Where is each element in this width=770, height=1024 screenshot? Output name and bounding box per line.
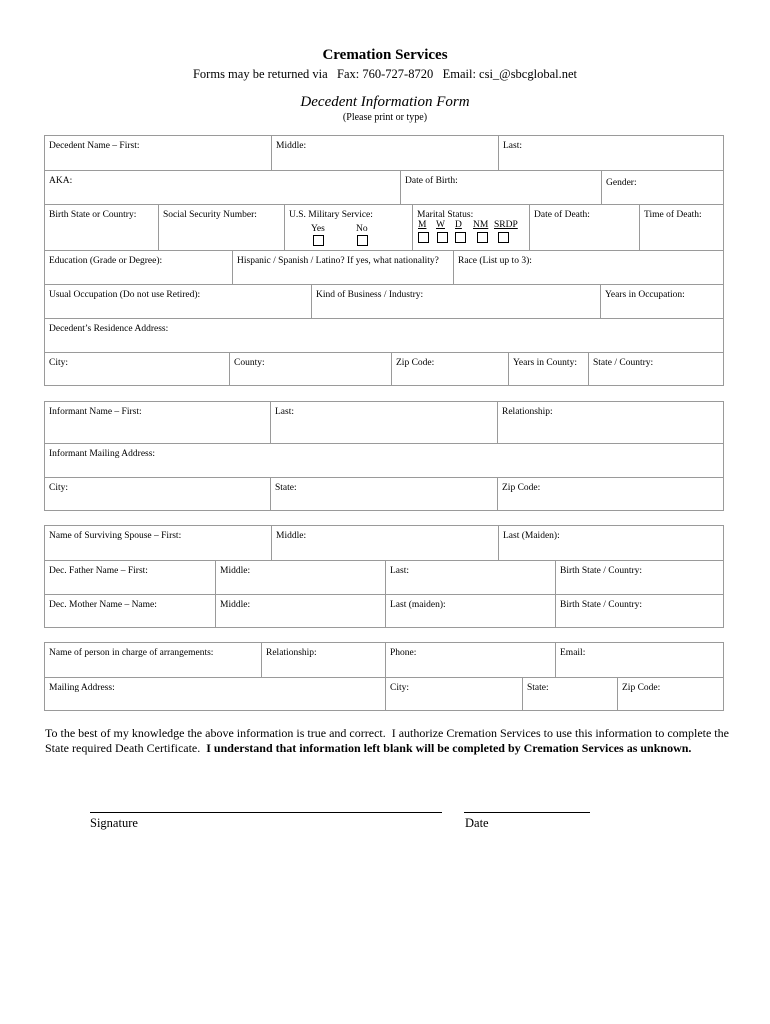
military-yes-label: Yes: [311, 224, 325, 234]
arrangements-mailing-row: [45, 677, 723, 710]
decedent-last-field[interactable]: [498, 136, 723, 170]
label: State:: [275, 483, 297, 493]
decedent-state-country-field[interactable]: [588, 353, 723, 385]
birth-state-field[interactable]: [45, 205, 158, 250]
marital-m-checkbox[interactable]: [418, 232, 429, 243]
label: Last:: [503, 141, 522, 151]
arrangements-relationship-field[interactable]: [261, 643, 385, 677]
informant-mailing-field[interactable]: [45, 444, 723, 477]
label: Race (List up to 3):: [458, 256, 532, 266]
marital-nm-label: NM: [473, 220, 489, 230]
arrangements-phone-field[interactable]: [385, 643, 555, 677]
years-county-field[interactable]: [508, 353, 588, 385]
label: Dec. Father Name – First:: [49, 566, 148, 576]
label: Zip Code:: [396, 358, 435, 368]
arrangements-section: [44, 642, 724, 711]
label: Informant Mailing Address:: [49, 449, 156, 459]
occupation-field[interactable]: [45, 285, 311, 318]
label: Email:: [560, 648, 586, 658]
label: Time of Death:: [644, 210, 702, 220]
label: Date of Death:: [534, 210, 590, 220]
military-field: [284, 205, 412, 250]
label: State:: [527, 683, 549, 693]
marital-d-label: D: [455, 220, 462, 230]
arrangements-city-field[interactable]: [385, 678, 522, 710]
father-row: [45, 560, 723, 594]
signature-label: Signature: [90, 816, 138, 830]
decedent-birth-row: [45, 204, 723, 250]
label: Years in Occupation:: [605, 290, 685, 300]
marital-m-label: M: [418, 220, 427, 230]
informant-zip-field[interactable]: [497, 478, 723, 510]
label: Usual Occupation (Do not use Retired):: [49, 290, 201, 300]
decedent-aka-row: [45, 170, 723, 204]
mother-birth-field[interactable]: [555, 595, 723, 627]
label: City:: [49, 483, 69, 493]
label: Birth State / Country:: [560, 566, 643, 576]
dod-field[interactable]: [529, 205, 639, 250]
spouse-last-field[interactable]: [498, 526, 723, 560]
label: Middle:: [276, 531, 307, 541]
label: Education (Grade or Degree):: [49, 256, 163, 266]
label: Middle:: [220, 600, 251, 610]
mother-middle-field[interactable]: [215, 595, 385, 627]
arrangements-person-field[interactable]: [45, 643, 261, 677]
informant-relationship-field[interactable]: [497, 402, 723, 443]
label: County:: [234, 358, 265, 368]
decedent-occupation-row: [45, 284, 723, 318]
race-field[interactable]: [453, 251, 723, 284]
family-section: [44, 525, 724, 628]
marital-srdp-label: SRDP: [494, 220, 518, 230]
spouse-row: [45, 526, 723, 560]
label: Birth State / Country:: [560, 600, 643, 610]
decedent-county-field[interactable]: [229, 353, 391, 385]
informant-name-row: [45, 402, 723, 443]
label: Name of person in charge of arrangements:: [49, 648, 214, 658]
marital-w-checkbox[interactable]: [437, 232, 448, 243]
business-field[interactable]: [311, 285, 600, 318]
label: Hispanic / Spanish / Latino? If yes, what nationality?: [237, 256, 439, 266]
decedent-city-row: [45, 352, 723, 385]
marital-srdp-checkbox[interactable]: [498, 232, 509, 243]
label: Dec. Mother Name – Name:: [49, 600, 157, 610]
label: Decedent’s Residence Address:: [49, 324, 169, 334]
arrangements-zip-field[interactable]: [617, 678, 723, 710]
label: Last:: [275, 407, 294, 417]
ssn-field[interactable]: [158, 205, 284, 250]
decedent-name-row: [45, 136, 723, 170]
label: Last:: [390, 566, 409, 576]
label: Informant Name – First:: [49, 407, 142, 417]
dob-field[interactable]: [400, 171, 601, 204]
date-line[interactable]: [464, 812, 590, 813]
arrangements-state-field[interactable]: [522, 678, 617, 710]
label: Middle:: [220, 566, 251, 576]
arrangements-person-row: [45, 643, 723, 677]
label: City:: [49, 358, 69, 368]
marital-w-label: W: [436, 220, 445, 230]
label: Social Security Number:: [163, 210, 257, 220]
tod-field[interactable]: [639, 205, 723, 250]
label: Marital Status:: [417, 210, 474, 220]
marital-d-checkbox[interactable]: [455, 232, 466, 243]
gender-field[interactable]: [601, 171, 723, 204]
father-last-field[interactable]: [385, 561, 555, 594]
label: State / Country:: [593, 358, 654, 368]
form-title: Decedent Information Form: [300, 94, 470, 110]
label: Phone:: [390, 648, 417, 658]
label: Relationship:: [502, 407, 553, 417]
aka-field[interactable]: [45, 171, 400, 204]
education-field[interactable]: [45, 251, 232, 284]
spouse-first-field[interactable]: [45, 526, 271, 560]
spouse-middle-field[interactable]: [271, 526, 498, 560]
company-title: Cremation Services: [322, 47, 448, 63]
mother-first-field[interactable]: [45, 595, 215, 627]
authorization-statement: [45, 726, 735, 756]
informant-mailing-row: [45, 443, 723, 477]
military-no-label: No: [356, 224, 368, 234]
label: Decedent Name – First:: [49, 141, 140, 151]
arrangements-email-field[interactable]: [555, 643, 723, 677]
label: City:: [390, 683, 410, 693]
mother-last-field[interactable]: [385, 595, 555, 627]
label: U.S. Military Service:: [289, 210, 373, 220]
label: Date of Birth:: [405, 176, 458, 186]
decedent-city-field[interactable]: [45, 353, 229, 385]
decedent-zip-field[interactable]: [391, 353, 508, 385]
marital-nm-checkbox[interactable]: [477, 232, 488, 243]
label: Last (Maiden):: [503, 531, 560, 541]
date-label: Date: [465, 816, 489, 830]
informant-first-field[interactable]: [45, 402, 270, 443]
mother-row: [45, 594, 723, 627]
decedent-residence-row: [45, 318, 723, 352]
label: Name of Surviving Spouse – First:: [49, 531, 182, 541]
label: Gender:: [606, 178, 637, 188]
label: Kind of Business / Industry:: [316, 290, 424, 300]
father-middle-field[interactable]: [215, 561, 385, 594]
informant-city-row: [45, 477, 723, 510]
decedent-education-row: [45, 250, 723, 284]
decedent-first-field[interactable]: [45, 136, 271, 170]
informant-city-field[interactable]: [45, 478, 270, 510]
label: Middle:: [276, 141, 307, 151]
decedent-section: [44, 135, 724, 386]
form-subtitle: (Please print or type): [342, 112, 428, 123]
informant-last-field[interactable]: [270, 402, 497, 443]
label: AKA:: [49, 176, 73, 186]
arrangements-mailing-field[interactable]: [45, 678, 385, 710]
label: Years in County:: [513, 358, 577, 368]
informant-state-field[interactable]: [270, 478, 497, 510]
military-yes-checkbox[interactable]: [313, 235, 324, 246]
label: Last (maiden):: [390, 600, 446, 610]
hispanic-field[interactable]: [232, 251, 453, 284]
statement-text: To the best of my knowledge the above information is true and correct. I authorize Cremation Services to use this information to complete the State required Death Certificate.: [45, 726, 732, 755]
father-first-field[interactable]: [45, 561, 215, 594]
marital-field: [412, 205, 529, 250]
residence-field[interactable]: [45, 319, 723, 352]
contact-line: Forms may be returned via Fax: 760-727-8720 Email: csi_@sbcglobal.net: [192, 67, 577, 81]
decedent-middle-field[interactable]: [271, 136, 498, 170]
informant-section: [44, 401, 724, 511]
label: Zip Code:: [622, 683, 661, 693]
statement-bold-text: I understand that information left blank will be completed by Cremation Services as unknown.: [206, 741, 692, 755]
father-birth-field[interactable]: [555, 561, 723, 594]
label: Birth State or Country:: [49, 210, 137, 220]
label: Zip Code:: [502, 483, 541, 493]
years-occupation-field[interactable]: [600, 285, 723, 318]
military-no-checkbox[interactable]: [357, 235, 368, 246]
label: Mailing Address:: [49, 683, 115, 693]
signature-line[interactable]: [90, 812, 442, 813]
label: Relationship:: [266, 648, 317, 658]
